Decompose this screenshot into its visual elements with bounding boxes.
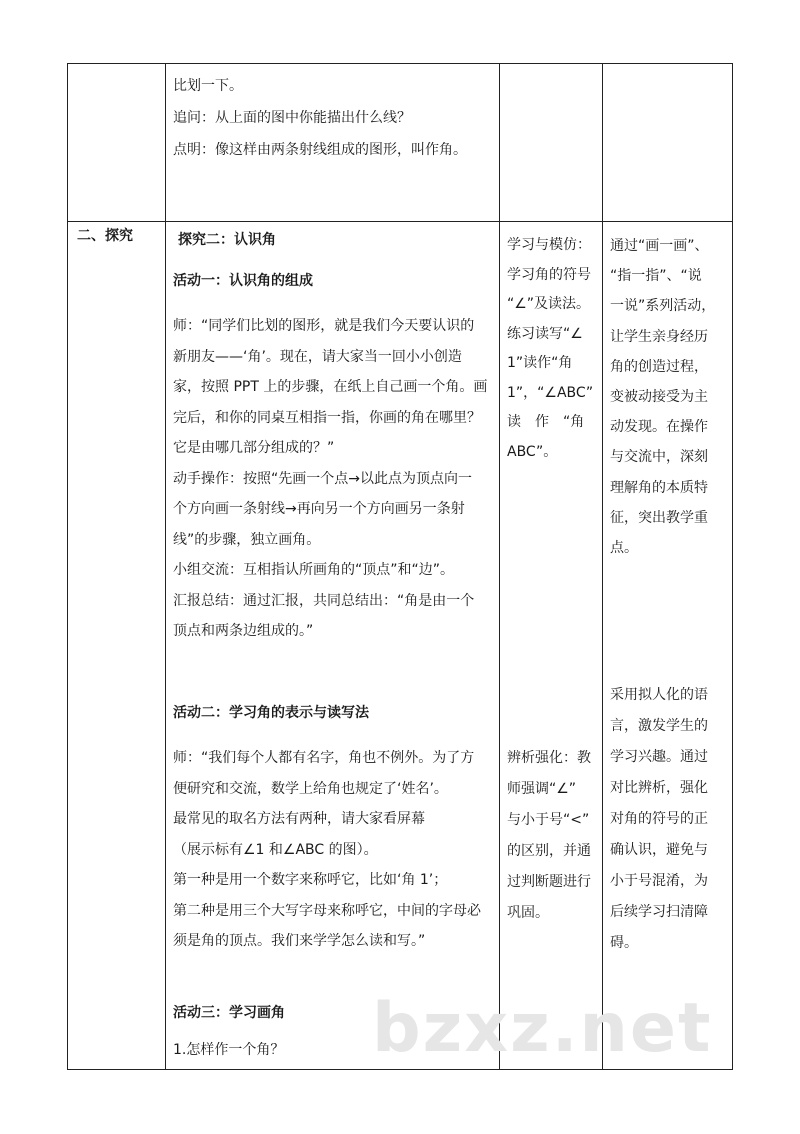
text-line: 家，按照 PPT 上的步骤，在纸上自己画一个角。画 (173, 379, 488, 395)
text-line: 读 作 “角 (507, 414, 585, 430)
design-intent-1 (610, 231, 728, 563)
text-line: 与交流中，深刻 (610, 449, 708, 466)
text-line: 小于号混淆，为 (610, 873, 708, 889)
student-activity-1 (507, 231, 602, 467)
text-line: （展示标有∠1 和∠ABC 的图）。 (173, 841, 378, 858)
text-line: 对角的符号的正 (610, 811, 708, 827)
text-line: 辨析强化：教 (507, 750, 591, 766)
activity3-text: 1.怎样作一个角？ (173, 1042, 285, 1058)
text-line: 顶点和两条边组成的。” (173, 623, 314, 639)
text-line: 的区别，并通 (507, 843, 591, 859)
text-line: 碍。 (610, 935, 638, 951)
text-line: 汇报总结：通过汇报，共同总结出：“角是由一个 (173, 592, 475, 609)
text-line: 与小于号“<” (507, 812, 590, 828)
section-heading: 探究二：认识角 (178, 232, 276, 248)
table-right-border (732, 63, 733, 1070)
design-intent-2 (610, 680, 728, 959)
text-line: 线”的步骤，独立画角。 (173, 531, 321, 548)
text-line: 过判断题进行 (507, 874, 591, 890)
student-activity-2 (507, 743, 602, 929)
table-left-border (67, 63, 68, 1070)
text-line: 一说”系列活动， (610, 298, 716, 315)
text-line: 对比辨析，强化 (610, 780, 708, 796)
text-line: 须是角的顶点。我们来学学怎么读和写。” (173, 933, 426, 949)
activity3-title: 活动三：学习画角 (173, 1005, 285, 1021)
text-line: 第二种是用三个大写字母来称呼它，中间的字母必 (173, 902, 481, 919)
text-line: 师：“同学们比划的图形，就是我们今天要认识的 (173, 318, 475, 334)
text-line: 1”，“∠ABC” (507, 384, 594, 401)
section-label: 二、探究 (77, 228, 133, 244)
text-line: 言，激发学生的 (610, 718, 708, 734)
text-line: 它是由哪几部分组成的？” (173, 440, 335, 456)
text-line: “指一指”、“说 (610, 268, 702, 285)
text-line: 确认识，避免与 (610, 842, 708, 858)
text-line: 后续学习扫清障 (610, 904, 708, 920)
activity2-title: 活动二：学习角的表示与读写法 (173, 705, 369, 721)
text-line: 学习兴趣。通过 (610, 749, 708, 765)
text-line: 个方向画一条射线→再向另一个方向画另一条射 (173, 501, 465, 517)
text-line: 征，突出教学重 (610, 509, 708, 526)
column-divider-1 (165, 63, 166, 1070)
text-line: 理解角的本质特 (610, 479, 708, 496)
text-line: 新朋友——‘角’。现在，请大家当一回小小创造 (173, 348, 462, 365)
text-line: 师：“我们每个人都有名字，角也不例外。为了方 (173, 750, 475, 766)
activity1-text (173, 311, 499, 647)
text-line: 学习与模仿： (507, 237, 591, 253)
activity2-text (173, 743, 499, 957)
text-line: 角的创造过程， (610, 358, 708, 375)
row1-content (173, 70, 499, 166)
row1-line: 追问：从上面的图中你能描出什么线？ (173, 110, 411, 126)
row1-line: 点明：像这样由两条射线组成的图形，叫作角。 (173, 142, 467, 158)
text-line: 第一种是用一个数字来称呼它，比如‘角 1’； (173, 872, 448, 888)
row-divider (67, 221, 733, 222)
column-divider-2 (499, 63, 500, 1070)
text-line: “∠”及读法。 (507, 296, 591, 312)
text-line: 完后，和你的同桌互相指一指，你画的角在哪里？ (173, 409, 481, 426)
text-line: 1”读作“角 (507, 355, 573, 371)
watermark-text: bzxz.net (372, 989, 713, 1068)
activity1-title: 活动一：认识角的组成 (173, 273, 313, 289)
text-line: 最常见的取名方法有两种，请大家看屏幕 (173, 811, 425, 827)
row1-line: 比划一下。 (173, 78, 243, 94)
text-line: ABC”。 (507, 443, 558, 460)
text-line: 变被动接受为主 (610, 389, 708, 406)
column-divider-3 (602, 63, 603, 1070)
text-line: 学习角的符号 (507, 266, 591, 283)
text-line: 动手操作：按照“先画一个点→以此点为顶点向一 (173, 470, 472, 487)
text-line: 练习读写“∠ (507, 325, 583, 342)
table-top-border (67, 63, 733, 64)
table-bottom-border (67, 1069, 733, 1070)
text-line: 巩固。 (507, 905, 549, 921)
text-line: 让学生亲身经历 (610, 328, 708, 345)
text-line: 通过“画一画”、 (610, 238, 709, 254)
text-line: 小组交流：互相指认所画角的“顶点”和“边”。 (173, 562, 455, 578)
text-line: 点。 (610, 540, 638, 557)
text-line: 采用拟人化的语 (610, 687, 708, 703)
text-line: 动发现。在操作 (610, 419, 708, 436)
text-line: 便研究和交流，数学上给角也规定了‘姓名’。 (173, 780, 448, 797)
text-line: 师强调“∠” (507, 781, 577, 797)
